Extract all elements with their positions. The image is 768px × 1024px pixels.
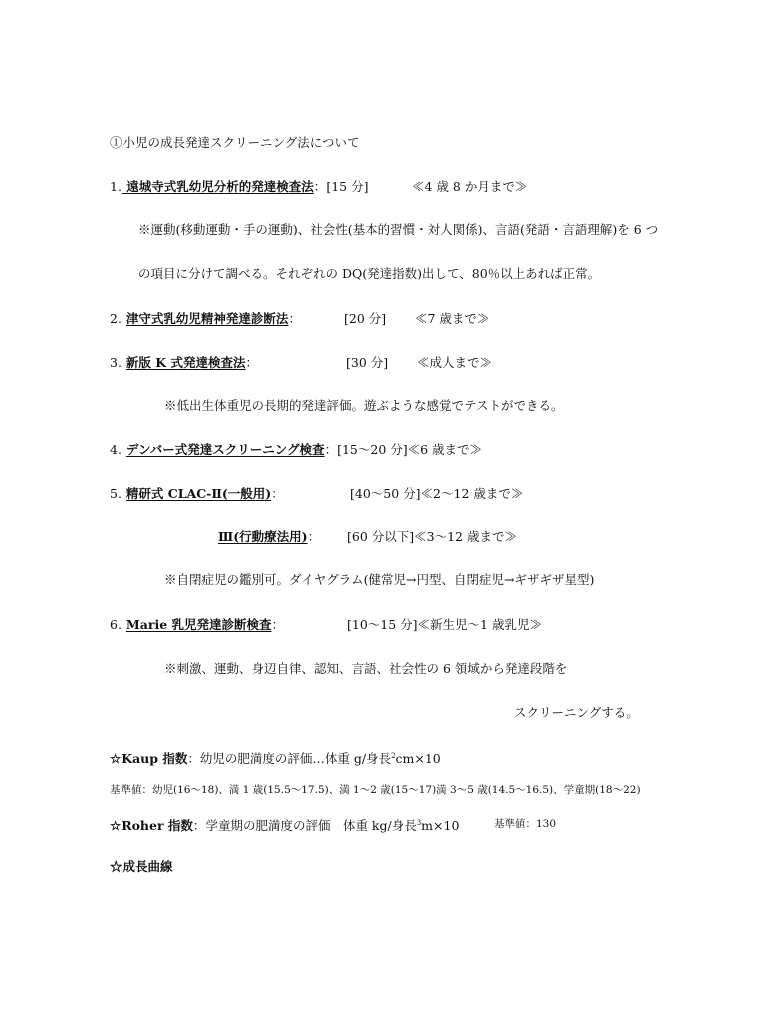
kaup-description: 幼児の肥満度の評価…体重 g/身長 <box>199 751 392 767</box>
item-2 <box>110 311 301 327</box>
growth-curve-heading: ☆成長曲線 <box>110 859 173 874</box>
item-6 <box>110 617 284 633</box>
item-6-time: [10～15 分] <box>347 617 418 632</box>
item-5-number: 5. <box>110 486 122 501</box>
item-5b-time: [60 分以下] <box>347 529 415 544</box>
item-5-range: ≪2～12 歳まで≫ <box>420 486 524 501</box>
section-heading: ①小児の成長発達スクリーニング法について <box>110 135 360 150</box>
item-5-time: [40～50 分] <box>350 486 421 501</box>
item-5 <box>110 486 284 502</box>
item-4-number: 4. <box>110 442 122 457</box>
kaup-index <box>110 748 441 767</box>
item-2-range: ≪7 歳まで≫ <box>415 311 490 326</box>
kaup-standard: 基準値：幼児(16～18)、満 1 歳(15.5～17.5)、満 1～2 歳(15～17)満 3～5 歳(14.5～16.5)、学童期(18～22) <box>110 784 641 796</box>
item-2-number: 2. <box>110 311 122 326</box>
item-1-note-line-1: ※運動(移動運動・手の運動)、社会性(基本的習慣・対人関係)、言語(発語・言語理解)を 6 つ <box>138 222 659 237</box>
item-1-name: 遠城寺式乳幼児分析的発達検査法 <box>121 179 314 194</box>
kaup-label: ☆Kaup 指数 <box>110 751 188 767</box>
kaup-superscript: 2 <box>391 752 396 760</box>
roher-description-end: m×10 <box>421 818 460 834</box>
roher-index <box>110 815 459 834</box>
item-1-range: ≪4 歳 8 か月まで≫ <box>412 179 528 194</box>
item-3-note: ※低出生体重児の長期的発達評価。遊ぶような感覚でテストができる。 <box>164 398 564 413</box>
item-6-time-range <box>347 617 542 633</box>
item-5-name: 精研式 CLAC-Ⅱ(一般用) <box>125 486 272 501</box>
item-5b <box>218 529 320 545</box>
item-1-note-line-2: の項目に分けて調べる。それぞれの DQ(発達指数)出して、80％以上あれば正常。 <box>138 266 601 281</box>
item-6-note-line-2: スクリーニングする。 <box>514 705 639 720</box>
item-1 <box>110 179 368 195</box>
item-5-colon: ： <box>271 486 284 501</box>
item-4-colon: ： <box>324 442 338 457</box>
item-5b-range: ≪3～12 歳まで≫ <box>414 529 517 544</box>
kaup-description-end: cm×10 <box>395 751 441 767</box>
item-2-colon: ： <box>288 311 301 326</box>
item-2-time: [20 分] <box>344 311 387 326</box>
item-6-name: Marie 乳児発達診断検査 <box>125 617 272 632</box>
item-3-colon: ： <box>245 355 259 370</box>
roher-standard: 基準値：130 <box>494 818 557 830</box>
item-3-name: 新版 K 式発達検査法 <box>125 355 246 370</box>
item-3-range: ≪成人まで≫ <box>417 355 493 370</box>
roher-label: ☆Roher 指数 <box>110 818 193 834</box>
item-6-note-line-1: ※刺激、運動、身辺自律、認知、言語、社会性の 6 領域から発達段階を <box>164 661 568 676</box>
item-1-time: [15 分] <box>326 179 369 194</box>
item-2-name: 津守式乳幼児精神発達診断法 <box>125 311 289 326</box>
item-4-name: デンバー式発達スクリーニング検査 <box>125 442 325 457</box>
item-5b-colon: ： <box>307 529 321 544</box>
kaup-colon: ： <box>187 751 200 767</box>
roher-superscript: 3 <box>416 819 422 827</box>
item-3-time: [30 分] <box>346 355 389 370</box>
item-4-time: [15～20 分] <box>337 442 408 457</box>
item-1-number: 1. <box>110 179 122 194</box>
roher-colon: ： <box>192 818 206 834</box>
item-4-range: ≪6 歳まで≫ <box>407 442 483 457</box>
item-6-number: 6. <box>110 617 122 632</box>
item-5-time-range <box>350 486 523 502</box>
roher-description: 学童期の肥満度の評価 体重 kg/身長 <box>205 818 417 834</box>
item-5b-time-range <box>347 529 517 545</box>
item-5-note: ※自閉症児の鑑別可。ダイヤグラム(健常児→円型、自閉症児→ギザギザ星型) <box>164 572 595 587</box>
item-1-colon: ： <box>313 179 327 194</box>
item-6-range: ≪新生児～1 歳乳児≫ <box>417 617 542 632</box>
item-3 <box>110 355 258 371</box>
item-4 <box>110 442 482 458</box>
item-5b-name: Ⅲ(行動療法用) <box>218 529 308 544</box>
item-6-colon: ： <box>271 617 285 632</box>
item-3-number: 3. <box>110 355 122 370</box>
